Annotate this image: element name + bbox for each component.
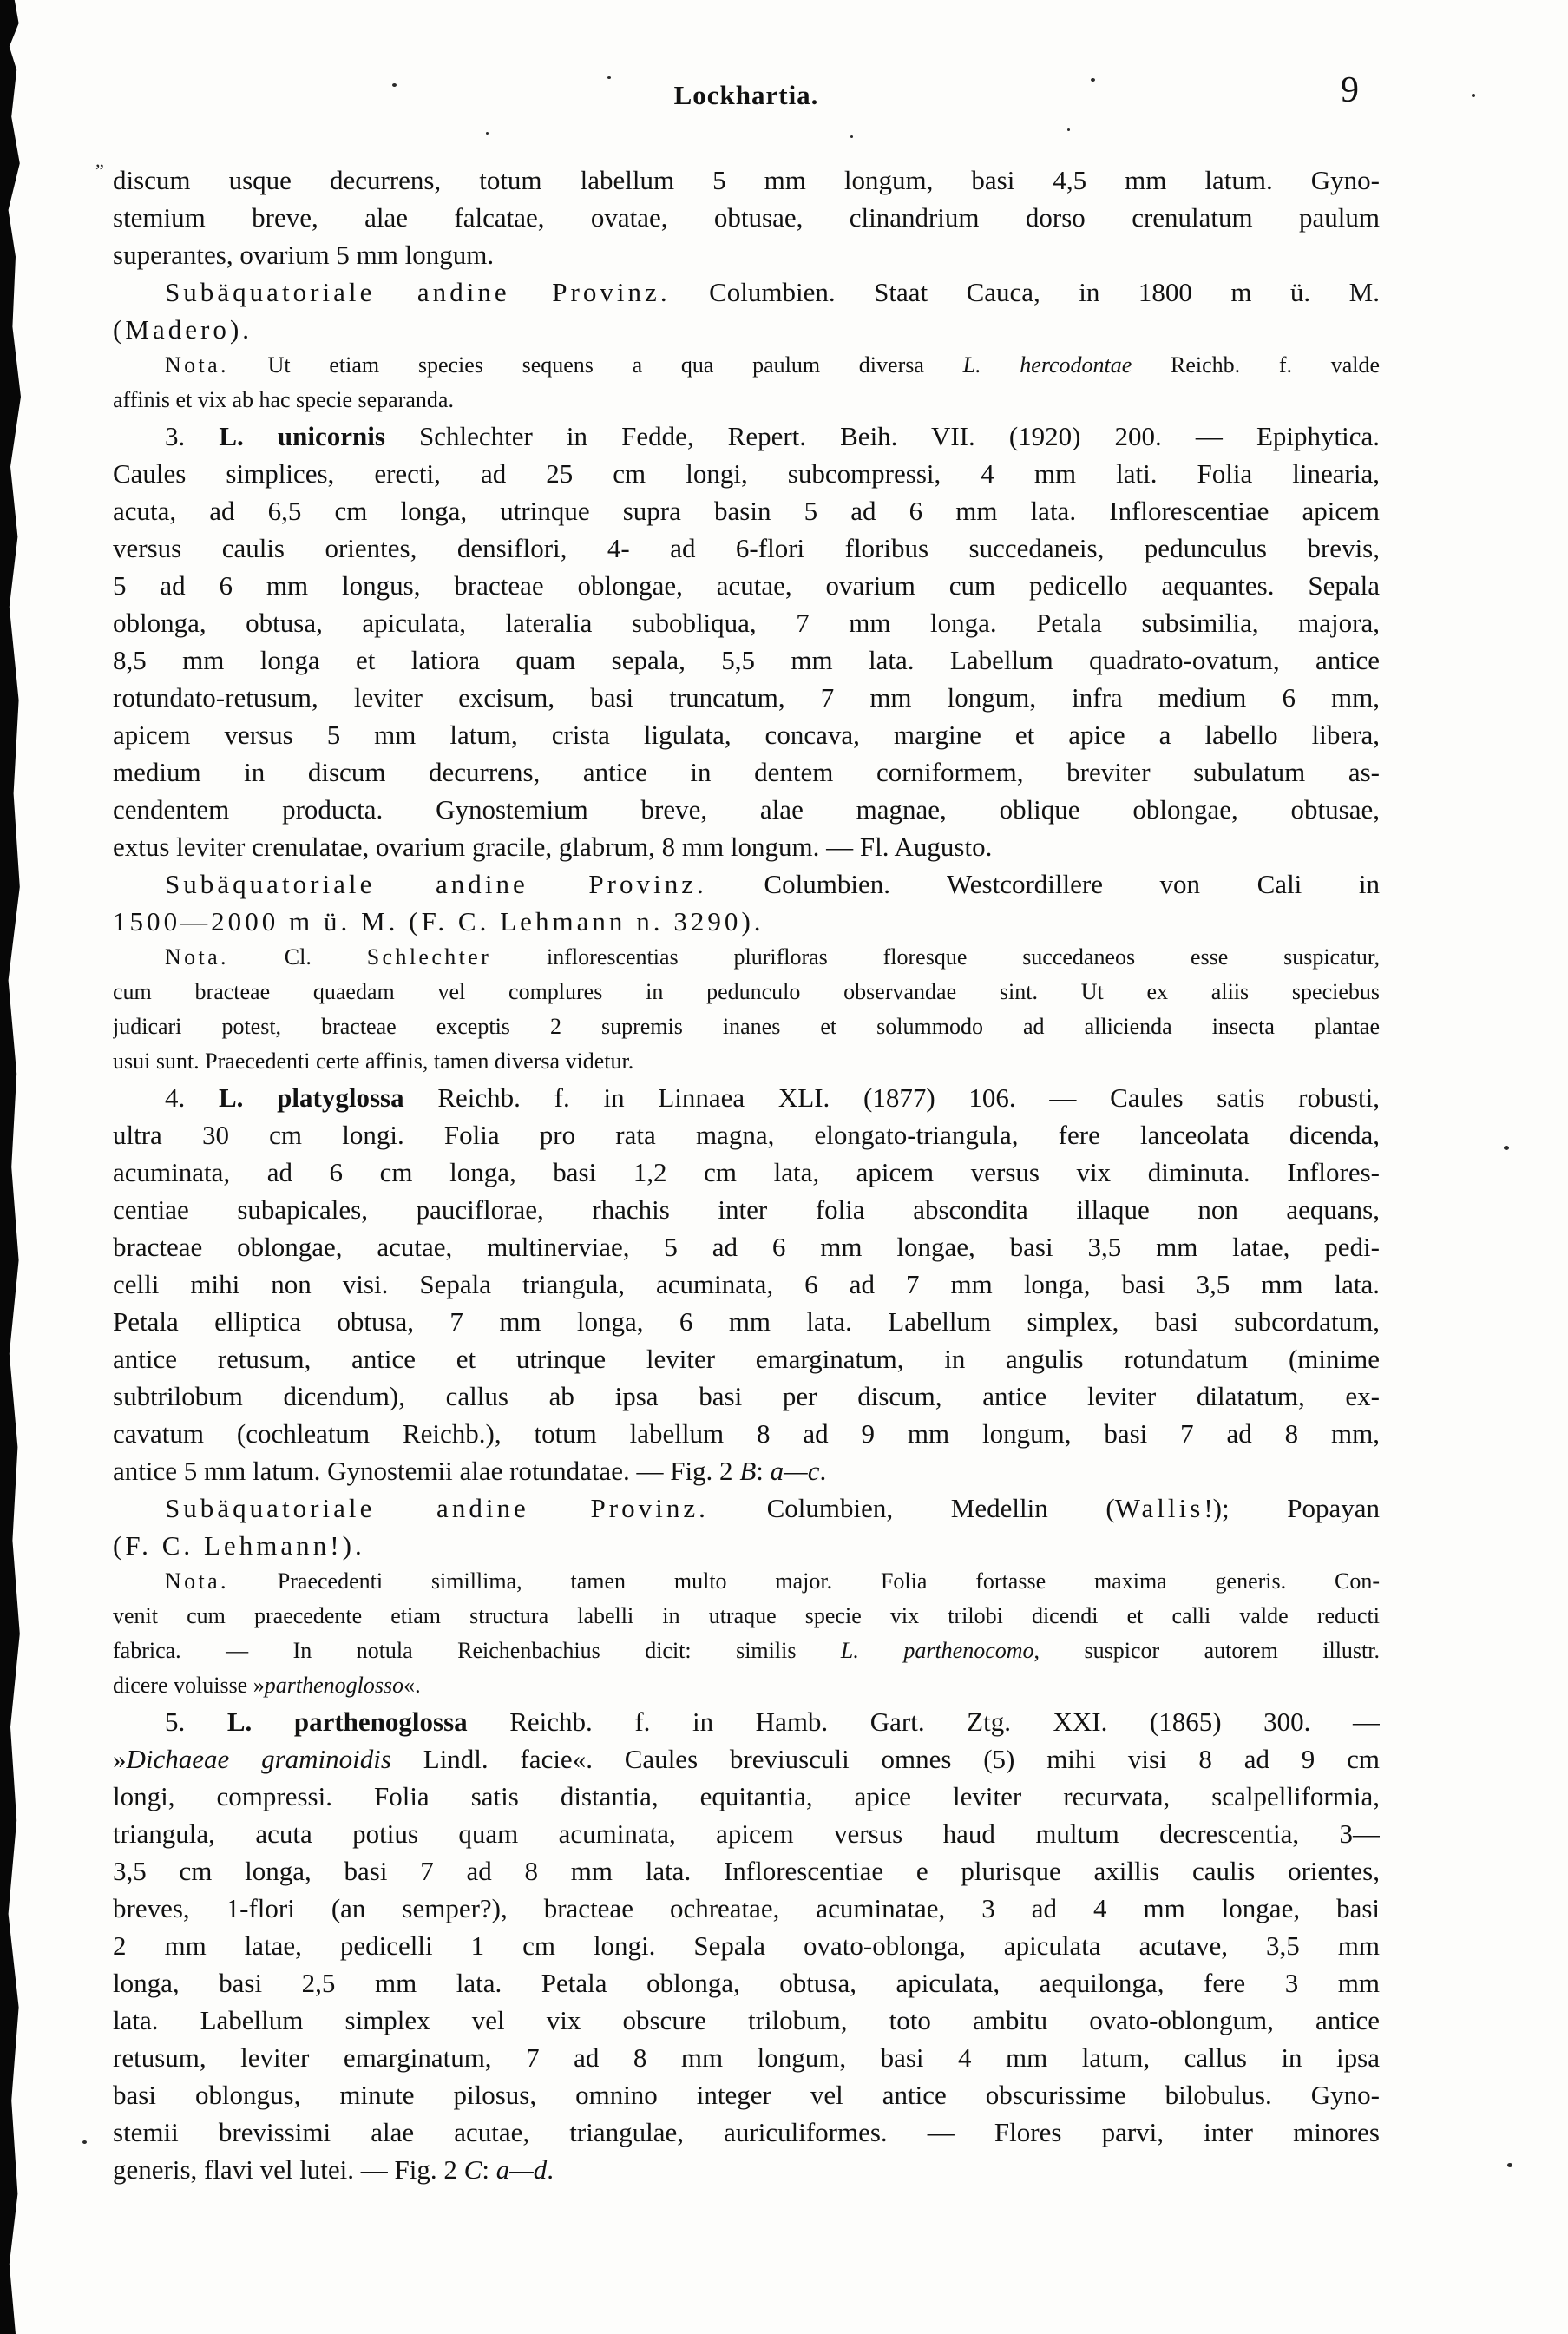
text-segment: Lindl. facie«. Caules breviusculi omnes (5) mihi visi 8 ad 9 cm [390,1744,1380,1774]
text-segment: Nota. [165,944,229,970]
text-segment: L. hercodontae [962,352,1132,378]
text-segment: usui sunt. Praecedenti certe affinis, tamen diversa videtur. [113,1049,634,1074]
text-line [113,1852,1380,1890]
text-segment: B [739,1456,757,1486]
text-line [113,492,1380,529]
paragraph [113,1079,1380,1489]
text-line [113,1564,1380,1599]
text-segment: rotundato-retusum, leviter excisum, basi truncatum, 7 mm longum, infra medium 6 mm, [113,682,1380,713]
text-segment: extus leviter crenulatae, ovarium gracile, glabrum, 8 mm longum. — Fl. Augusto. [113,832,993,862]
paragraph [113,348,1380,417]
text-line [113,1634,1380,1668]
text-segment: venit cum praecedente etiam structura labelli in utraque specie vix trilobi dicendi et calli valde reducti [113,1603,1380,1628]
text-segment: discum usque decurrens, totum labellum 5 mm longum, basi 4,5 mm latum. Gyno- [113,165,1380,195]
text-line [113,529,1380,567]
text-segment: dicere voluisse » [113,1673,265,1698]
text-segment: fabrica. — In notula Reichenbachius dicit: similis [113,1638,841,1663]
text-segment: longa, basi 2,5 mm lata. Petala oblonga, obtusa, apiculata, aequilonga, fere 3 mm [113,1968,1380,1998]
text-segment: Cl. [228,944,367,970]
text-segment: L. platyglossa [219,1082,404,1113]
text-line [113,865,1380,903]
text-segment: : [756,1456,771,1486]
text-segment: cum bracteae quaedam vel complures in pedunculo observandae sint. Ut ex aliis speciebus [113,979,1380,1004]
text-segment: parthenoglosso [264,1673,404,1698]
text-segment: Schlechter [366,944,492,970]
text-segment: Ut etiam species sequens a qua paulum diversa [228,352,963,378]
paragraph [113,1703,1380,2188]
marginal-mark: ” [95,160,104,181]
text-segment: Subäquatoriale andine Provinz. [165,1493,709,1523]
text-segment: , suspicor autorem illustr. [1033,1638,1380,1663]
text-line [113,1964,1380,2002]
text-line [113,1599,1380,1634]
text-line [113,2151,1380,2188]
text-line [113,1303,1380,1340]
text-line [113,1266,1380,1303]
text-segment: L. parthenocomo [840,1638,1034,1663]
text-segment: affinis et vix ab hac specie separanda. [113,387,454,412]
text-segment: Reichb. f. in Linnaea XLI. (1877) 106. — Caules satis robusti, [403,1082,1380,1113]
text-line [113,161,1380,199]
text-line [113,975,1380,1009]
text-line [113,2039,1380,2076]
text-segment: Columbien. Westcordillere von Cali in [706,869,1380,899]
text-segment: judicari potest, bracteae exceptis 2 supremis inanes et solummodo ad allicienda insecta plantae [113,1014,1380,1039]
text-line [113,199,1380,236]
text-segment: » [113,1744,127,1774]
text-line [113,1009,1380,1044]
text-segment: Caules simplices, erecti, ad 25 cm longi, subcompressi, 4 mm lati. Folia linearia, [113,458,1380,489]
text-segment: versus caulis orientes, densiflori, 4- ad 6-flori floribus succedaneis, pedunculus brevis, [113,533,1380,563]
text-segment: 5. [165,1706,227,1737]
text-line [113,679,1380,716]
text-line [113,1778,1380,1815]
text-segment: Nota. [165,1568,229,1594]
text-segment: . [547,2154,554,2185]
text-line [113,716,1380,753]
text-segment: lata. Labellum simplex vel vix obscure trilobum, toto ambitu ovato-oblongum, antice [113,2005,1380,2035]
paragraph [113,1489,1380,1564]
text-line [113,604,1380,641]
text-line [113,311,1380,348]
text-segment: medium in discum decurrens, antice in dentem corniformem, breviter subulatum as- [113,757,1380,787]
text-segment: 8,5 mm longa et latiora quam sepala, 5,5 mm lata. Labellum quadrato-ovatum, antice [113,645,1380,675]
text-line [113,1044,1380,1079]
scan-speck [1504,1146,1509,1150]
running-title: Lockhartia. [673,80,819,110]
text-line [113,753,1380,791]
text-block [113,161,1380,2188]
text-segment: triangula, acuta potius quam acuminata, apicem versus haud multum decrescentia, 3— [113,1818,1380,1849]
text-line [113,903,1380,940]
text-segment: apicem versus 5 mm latum, crista ligulata, concava, margine et apice a labello libera, [113,720,1380,750]
text-line [113,1890,1380,1927]
paragraph [113,161,1380,273]
text-segment: cavatum (cochleatum Reichb.), totum labellum 8 ad 9 mm longum, basi 7 ad 8 mm, [113,1418,1380,1449]
text-line [113,1927,1380,1964]
scan-binding-artifact [0,0,21,2334]
text-segment: 5 ad 6 mm longus, bracteae oblongae, acutae, ovarium cum pedicello aequantes. Sepala [113,570,1380,601]
text-segment: «. [403,1673,421,1698]
text-segment: centiae subapicales, pauciflorae, rhachis inter folia abscondita illaque non aequans, [113,1194,1380,1225]
text-segment: Dichaeae graminoidis [126,1744,391,1774]
text-line [113,2002,1380,2039]
text-segment: Columbien, Medellin ( [708,1493,1115,1523]
text-segment: Petala elliptica obtusa, 7 mm longa, 6 mm lata. Labellum simplex, basi subcordatum, [113,1306,1380,1337]
text-line [113,2114,1380,2151]
text-line [113,2076,1380,2114]
text-line [113,641,1380,679]
text-line [113,383,1380,417]
paragraph [113,865,1380,940]
text-line [113,1668,1380,1703]
text-line [113,1740,1380,1778]
text-line [113,828,1380,865]
text-segment: Reichb. f. in Hamb. Gart. Ztg. XXI. (1865) 300. — [467,1706,1380,1737]
text-line [113,1228,1380,1266]
text-segment: (F. C. Lehmann!). [113,1530,365,1561]
text-segment: longi, compressi. Folia satis distantia, equitantia, apice leviter recurvata, scalpelliformia, [113,1781,1380,1811]
text-segment: : [482,2154,496,2185]
text-segment: L. parthenoglossa [226,1706,468,1737]
text-line [113,1191,1380,1228]
text-segment: retusum, leviter emarginatum, 7 ad 8 mm longum, basi 4 mm latum, callus in ipsa [113,2042,1380,2073]
scan-speck [850,135,853,138]
text-line [113,1703,1380,1740]
text-segment: Subäquatoriale andine Provinz. [165,277,671,307]
text-segment: oblonga, obtusa, apiculata, lateralia subobliqua, 7 mm longa. Petala subsimilia, majora, [113,608,1380,638]
text-segment: stemii brevissimi alae acutae, triangulae, auriculiformes. — Flores parvi, inter minores [113,2117,1380,2147]
paragraph [113,273,1380,348]
text-segment: Columbien. Staat Cauca, in 1800 m ü. M. [670,277,1380,307]
scan-speck [1067,128,1070,131]
text-segment: Praecedenti simillima, tamen multo major. Folia fortasse maxima generis. Con- [228,1568,1380,1594]
text-segment: Schlechter in Fedde, Repert. Beih. VII. (1920) 200. — Epiphytica. [384,421,1380,451]
text-segment: subtrilobum dicendum), callus ab ipsa basi per discum, antice leviter dilatatum, ex- [113,1381,1380,1411]
text-segment: ultra 30 cm longi. Folia pro rata magna, elongato-triangula, fere lanceolata dicenda, [113,1120,1380,1150]
text-segment: acuta, ad 6,5 cm longa, utrinque supra basin 5 ad 6 mm lata. Inflorescentiae apicem [113,496,1380,526]
text-segment: 2 mm latae, pedicelli 1 cm longi. Sepala ovato-oblonga, apiculata acutave, 3,5 mm [113,1930,1380,1961]
text-line [113,417,1380,455]
text-line [113,236,1380,273]
text-segment: inflorescentias plurifloras floresque succedaneos esse suspicatur, [491,944,1380,970]
text-segment: a—c [770,1456,820,1486]
text-segment: antice retusum, antice et utrinque leviter emarginatum, in angulis rotundatum (minime [113,1344,1380,1374]
text-line [113,1415,1380,1452]
paragraph [113,1564,1380,1703]
text-segment: basi oblongus, minute pilosus, omnino integer vel antice obscurissime bilobulus. Gyno- [113,2080,1380,2110]
text-line [113,1079,1380,1116]
text-line [113,940,1380,975]
scan-speck [607,76,611,79]
text-segment: 1500—2000 m ü. M. (F. C. Lehmann n. 3290). [113,906,764,937]
text-segment: Subäquatoriale andine Provinz. [165,869,707,899]
text-segment: !); Popayan [1204,1493,1380,1523]
text-segment: L. unicornis [219,421,385,451]
text-line [113,1154,1380,1191]
text-line [113,567,1380,604]
page-number: 9 [1341,70,1359,110]
paragraph [113,940,1380,1079]
text-segment: celli mihi non visi. Sepala triangula, acuminata, 6 ad 7 mm longa, basi 3,5 mm lata. [113,1269,1380,1299]
text-segment: . [819,1456,827,1486]
text-segment: bracteae oblongae, acutae, multinerviae, 5 ad 6 mm longae, basi 3,5 mm latae, pedi- [113,1232,1380,1262]
scan-speck [486,132,489,135]
text-segment: stemium breve, alae falcatae, ovatae, obtusae, clinandrium dorso crenulatum paulum [113,202,1380,233]
text-segment: antice 5 mm latum. Gynostemii alae rotundatae. — Fig. 2 [113,1456,740,1486]
text-line [113,455,1380,492]
text-line [113,1815,1380,1852]
text-line [113,273,1380,311]
text-segment: a—d [495,2154,548,2185]
text-segment: generis, flavi vel lutei. — Fig. 2 [113,2154,464,2185]
text-segment: Wallis [1114,1493,1204,1523]
text-segment: Reichb. f. valde [1132,352,1380,378]
text-segment: (Madero). [113,314,253,345]
text-line [113,1116,1380,1154]
scan-speck [1507,2163,1512,2167]
text-segment: acuminata, ad 6 cm longa, basi 1,2 cm lata, apicem versus vix diminuta. Inflores- [113,1157,1380,1187]
text-segment: cendentem producta. Gynostemium breve, alae magnae, oblique oblongae, obtusae, [113,794,1380,825]
text-segment: superantes, ovarium 5 mm longum. [113,240,495,270]
text-segment: 4. [165,1082,219,1113]
scan-speck [82,2140,87,2144]
text-segment: 3,5 cm longa, basi 7 ad 8 mm lata. Inflorescentiae e plurisque axillis caulis orientes, [113,1856,1380,1886]
text-line [113,1489,1380,1527]
text-line [113,1377,1380,1415]
text-line [113,1452,1380,1489]
text-line [113,791,1380,828]
text-segment: Nota. [165,352,229,378]
text-line [113,1340,1380,1377]
paragraph [113,417,1380,865]
text-line [113,1527,1380,1564]
text-segment: C [463,2154,482,2185]
text-segment: breves, 1-flori (an semper?), bracteae ochreatae, acuminatae, 3 ad 4 mm longae, basi [113,1893,1380,1923]
text-segment: 3. [165,421,220,451]
text-line [113,348,1380,383]
scan-speck [1472,94,1475,97]
